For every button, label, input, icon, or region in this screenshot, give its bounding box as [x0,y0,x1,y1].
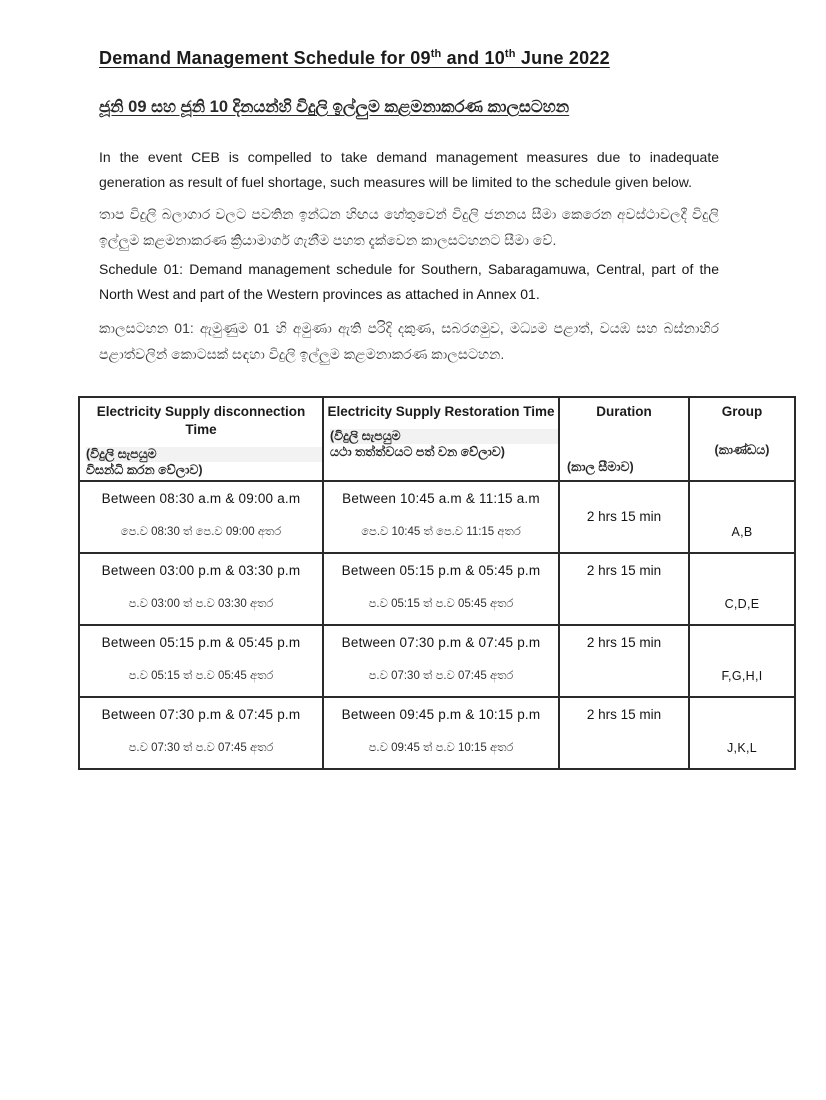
table-row [79,481,795,553]
header-group-english: Group [721,404,763,419]
cell-restoration-time [323,481,559,553]
restoration-time-sinhala: ප.ව 07:30 ත් ප.ව 07:45 අතර [368,670,514,682]
header-restoration-english: Electricity Supply Restoration Time [327,404,555,419]
group-value: C,D,E [724,597,760,611]
cell-duration [559,481,689,553]
disconnection-time-sinhala: පෙ.ව 08:30 ත් පෙ.ව 09:00 අතර [120,526,282,538]
cell-restoration-time [323,553,559,625]
paragraph-intro-sinhala: තාප විදුලි බලාගාර වලට පවතින ඉන්ධන හිඟය හේතුවෙන් විදුලි ජනනය සීමා කෙරෙන අවස්ථාවලදී විදුලි ඉල්ලුම කළමනාකරණ ක්‍රියාමාර්ග ගැනීම පහත දැක්වෙන කාලසටහනට සීමා වේ. [99,206,719,248]
page-title-part: Demand Management Schedule for 09 [99,48,431,68]
paragraph-schedule-english: Schedule 01: Demand management schedule for Southern, Sabaragamuwa, Central, part of the North West and part of the Western provinces as attached in Annex 01. [99,261,719,302]
restoration-time-english: Between 10:45 a.m & 11:15 a.m [342,491,540,506]
group-value: J,K,L [727,741,757,755]
cell-disconnection-time [79,625,323,697]
disconnection-time-english: Between 07:30 p.m & 07:45 p.m [101,707,301,722]
cell-disconnection-time [79,553,323,625]
header-group [689,397,795,481]
table-row [79,697,795,769]
restoration-time-english: Between 07:30 p.m & 07:45 p.m [341,635,541,650]
header-disconnection-time [79,397,323,481]
restoration-time-english: Between 09:45 p.m & 10:15 p.m [341,707,541,722]
cell-group [689,553,795,625]
disconnection-time-english: Between 03:00 p.m & 03:30 p.m [101,563,301,578]
page-title [99,48,719,69]
header-disconnection-english: Electricity Supply disconnection Time [96,404,306,437]
cell-restoration-time [323,625,559,697]
header-restoration-time [323,397,559,481]
header-group-sinhala: (කාණ්ඩය) [714,443,770,457]
restoration-time-english: Between 05:15 p.m & 05:45 p.m [341,563,541,578]
disconnection-time-sinhala: ප.ව 07:30 ත් ප.ව 07:45 අතර [128,742,274,754]
restoration-time-sinhala: පෙ.ව 10:45 ත් පෙ.ව 11:15 අතර [361,526,521,538]
schedule-table [78,396,796,770]
page-title-part: and 10 [441,48,505,68]
cell-disconnection-time [79,481,323,553]
paragraph-schedule-sinhala: කාලසටහන 01: ඇමුණුම 01 හි අමුණා ඇති පරිදි දකුණ, සබරගමුව, මධ්‍යම පළාත්, වයඹ සහ බස්නාහිර පළාත්වලින් කොටසක් සඳහා විදුලි ඉල්ලුම කළමනාකරණ කාලසටහන. [99,320,719,362]
group-value: A,B [731,525,753,539]
cell-group [689,625,795,697]
page-title-part: June 2022 [515,48,610,68]
disconnection-time-english: Between 08:30 a.m & 09:00 a.m [101,491,301,506]
header-disconnection-sinhala-line2: විසන්ධි කරන වේලාව) [86,463,203,477]
duration-value: 2 hrs 15 min [586,635,662,650]
cell-duration [559,697,689,769]
header-duration-sinhala: (කාල සීමාව) [567,460,634,474]
table-header-row [79,397,795,481]
page-title-superscript: th [504,48,516,60]
header-restoration-sinhala-line2: යථා තත්ත්වයට පත් වන වේලාව) [330,445,505,459]
header-duration-english: Duration [596,404,652,419]
restoration-time-sinhala: ප.ව 05:15 ත් ප.ව 05:45 අතර [368,598,514,610]
cell-group [689,697,795,769]
disconnection-time-sinhala: ප.ව 05:15 ත් ප.ව 05:45 අතර [128,670,274,682]
paragraph-intro-english: In the event CEB is compelled to take demand management measures due to inadequate generation as result of fuel shortage, such measures will be limited to the schedule given below. [99,149,719,190]
page-subtitle-sinhala: ජූනි 09 සහ ජූනි 10 දිනයන්හි විදුලි ඉල්ලුම කළමනාකරණ කාලසටහන [99,98,570,116]
header-duration [559,397,689,481]
header-restoration-sinhala-line1: (විදුලි සැපයුම [330,429,558,444]
cell-duration [559,553,689,625]
cell-disconnection-time [79,697,323,769]
header-disconnection-sinhala-line1: (විදුලි සැපයුම [86,447,322,462]
cell-restoration-time [323,697,559,769]
restoration-time-sinhala: ප.ව 09:45 ත් ප.ව 10:15 අතර [368,742,514,754]
duration-value: 2 hrs 15 min [586,563,662,578]
duration-value: 2 hrs 15 min [586,707,662,722]
group-value: F,G,H,I [721,669,763,683]
cell-duration [559,625,689,697]
table-row [79,625,795,697]
disconnection-time-sinhala: ප.ව 03:00 ත් ප.ව 03:30 අතර [128,598,274,610]
disconnection-time-english: Between 05:15 p.m & 05:45 p.m [101,635,301,650]
page-title-superscript: th [430,48,442,60]
table-row [79,553,795,625]
duration-value: 2 hrs 15 min [586,508,662,524]
cell-group [689,481,795,553]
